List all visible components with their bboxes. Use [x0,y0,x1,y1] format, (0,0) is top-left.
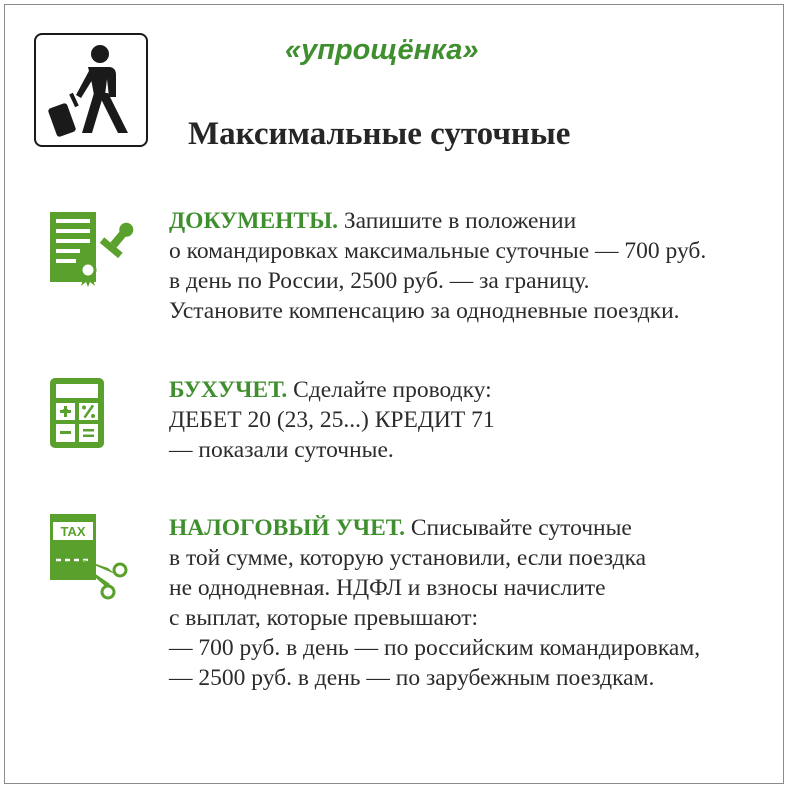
accounting-heading: БУХУЧЕТ. [169,377,288,403]
traveler-with-suitcase-icon [34,33,148,147]
tax-line: — 2500 руб. в день — по зарубежным поездкам. [169,665,655,691]
accounting-first-line-text: Сделайте проводку: [287,377,492,403]
tax-icon-label: TAX [60,524,86,539]
tax-line: — 700 руб. в день — по российским командировкам, [169,635,701,661]
documents-line: о командировках максимальные суточные — 700 руб. [169,238,707,264]
tax-line: в той сумме, которую установили, если поездка [169,545,647,571]
accounting-line: — показали суточные. [169,437,394,463]
tax-document-scissors-icon [48,512,134,607]
calculator-icon [50,378,104,453]
documents-heading: ДОКУМЕНТЫ. [169,208,339,234]
document-with-stamp-icon [48,210,134,293]
tax-line: не однодневная. НДФЛ и взносы начислите [169,575,606,601]
tax-first-line-text: Списывайте суточные [404,515,632,541]
tax-first-line [169,513,700,543]
tax-heading: НАЛОГОВЫЙ УЧЕТ. [169,515,405,541]
brand-name: «упрощёнка» [285,34,479,66]
accounting-section [169,375,495,465]
documents-line: Установите компенсацию за однодневные поездки. [169,298,680,324]
page-title: Максимальные суточные [188,116,571,152]
documents-section [169,206,706,326]
tax-section [169,513,700,693]
accounting-first-line [169,375,495,405]
documents-first-line [169,206,706,236]
accounting-line: ДЕБЕТ 20 (23, 25...) КРЕДИТ 71 [169,407,495,433]
tax-line: с выплат, которые превышают: [169,605,478,631]
documents-first-line-text: Запишите в положении [338,208,577,234]
documents-line: в день по России, 2500 руб. — за границу. [169,268,590,294]
